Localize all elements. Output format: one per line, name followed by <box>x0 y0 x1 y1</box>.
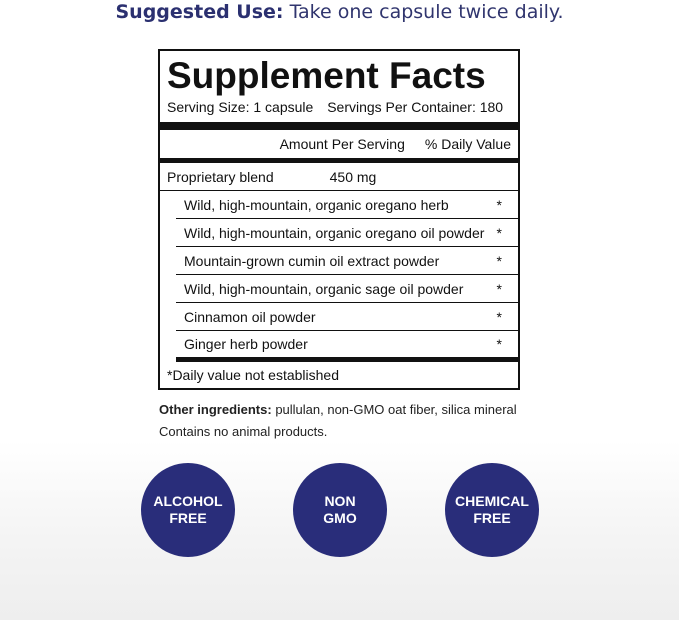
ingredient-dv: * <box>496 308 502 325</box>
ingredient-dv: * <box>496 196 502 213</box>
other-ingredients <box>159 399 517 443</box>
ingredient-row <box>176 219 518 247</box>
ingredient-dv: * <box>496 224 502 241</box>
serving-size: Serving Size: 1 capsule <box>167 99 314 115</box>
other-ingredients-text: pullulan, non-GMO oat fiber, silica mineral <box>275 402 517 417</box>
ingredient-dv: * <box>496 252 502 269</box>
ingredient-row <box>176 247 518 275</box>
ingredient-name: Ginger herb powder <box>184 336 308 352</box>
ingredient-dv: * <box>496 336 502 352</box>
ingredient-name: Cinnamon oil powder <box>184 308 316 325</box>
badge-line1: NON <box>324 493 356 509</box>
ingredient-row <box>176 303 518 331</box>
blend-amount: 450 mg <box>329 168 377 185</box>
suggested-use <box>0 0 679 24</box>
ingredient-row <box>176 275 518 303</box>
facts-header <box>160 51 518 130</box>
badge-line2: FREE <box>473 510 511 526</box>
badge-line2: FREE <box>169 510 207 526</box>
badge-line1: CHEMICAL <box>455 493 529 509</box>
column-daily-value: % Daily Value <box>424 136 511 152</box>
facts-title: Supplement Facts <box>167 55 486 96</box>
chemical-free-badge <box>445 463 539 557</box>
daily-value-footnote: *Daily value not established <box>167 367 339 383</box>
blend-name: Proprietary blend <box>167 168 274 185</box>
servings-per-container: Servings Per Container: 180 <box>327 99 504 115</box>
ingredient-name: Mountain-grown cumin oil extract powder <box>184 252 440 269</box>
other-ingredients-line <box>159 399 517 421</box>
other-ingredients-label: Other ingredients: <box>159 402 272 417</box>
suggested-use-text: Take one capsule twice daily. <box>289 1 564 23</box>
suggested-use-label: Suggested Use: <box>115 1 284 23</box>
badge-line1: ALCOHOL <box>153 493 223 509</box>
ingredient-row <box>176 331 518 362</box>
ingredient-name: Wild, high-mountain, organic oregano oil powder <box>184 224 485 241</box>
badge-line2: GMO <box>323 510 357 526</box>
alcohol-free-badge <box>141 463 235 557</box>
animal-products-note: Contains no animal products. <box>159 424 328 439</box>
supplement-facts-panel <box>158 49 520 390</box>
blend-row <box>160 163 518 191</box>
non-gmo-badge <box>293 463 387 557</box>
column-amount: Amount Per Serving <box>279 136 405 152</box>
ingredient-name: Wild, high-mountain, organic oregano herb <box>184 196 449 213</box>
ingredient-name: Wild, high-mountain, organic sage oil powder <box>184 280 464 297</box>
serving-info <box>167 98 511 116</box>
ingredient-dv: * <box>496 280 502 297</box>
column-headers <box>160 130 518 163</box>
ingredient-row <box>176 191 518 219</box>
